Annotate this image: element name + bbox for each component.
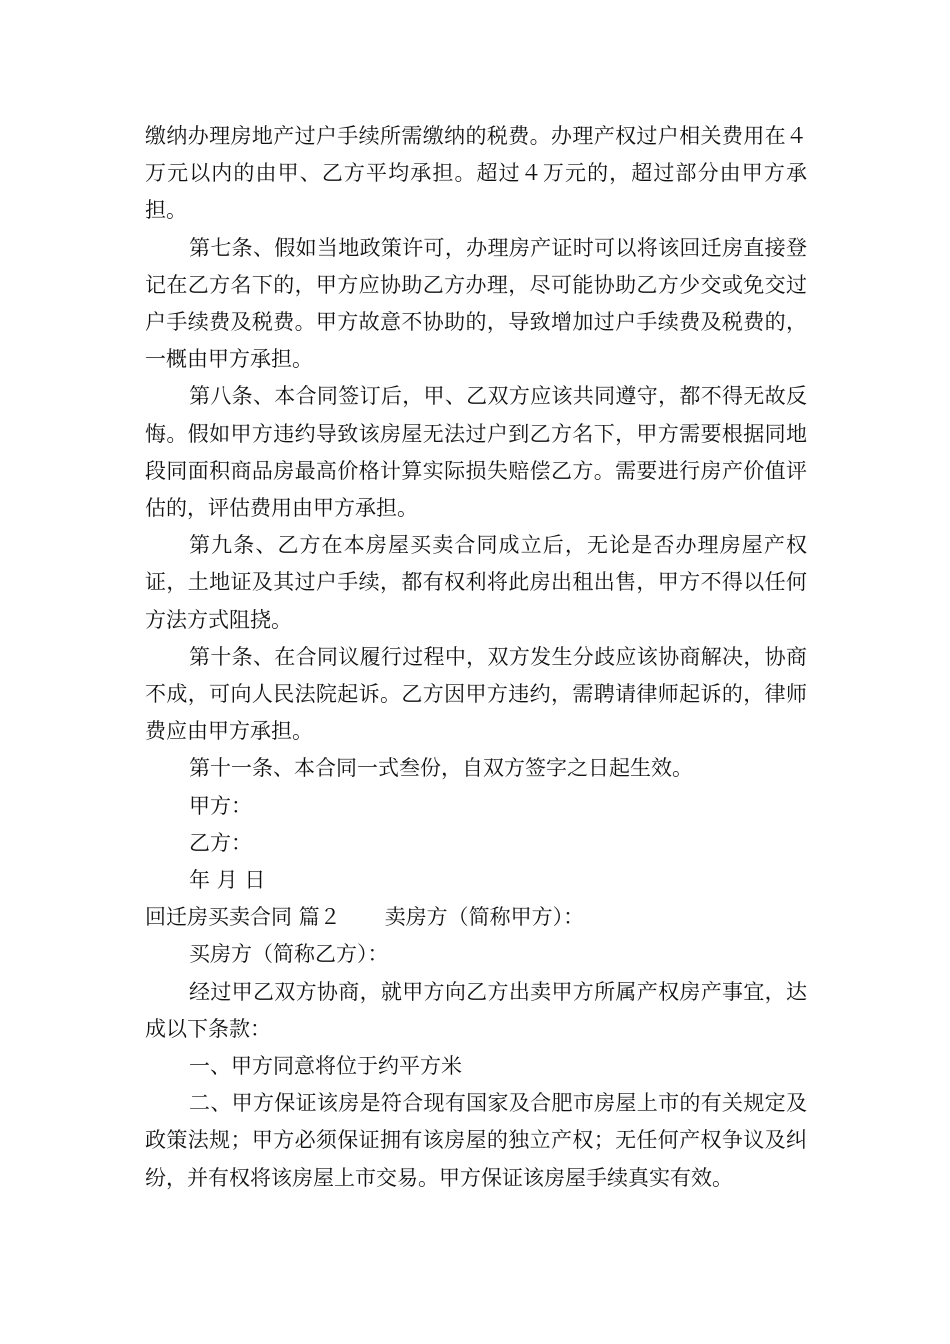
paragraph-article-9: 第九条、乙方在本房屋买卖合同成立后，无论是否办理房屋产权证，土地证及其过户手续，都有权利将此房出租出售，甲方不得以任何方法方式阻挠。	[145, 533, 807, 632]
signature-date: 年 月 日	[189, 868, 266, 893]
paragraph-article-11: 第十一条、本合同一式叁份，自双方签字之日起生效。	[189, 756, 693, 781]
section2-clause-1: 一、甲方同意将位于约平方米	[189, 1054, 462, 1079]
paragraph-article-10: 第十条、在合同议履行过程中，双方发生分歧应该协商解决，协商不成，可向人民法院起诉。乙方因甲方违约，需聘请律师起诉的，律师费应由甲方承担。	[145, 644, 807, 744]
signature-party-b: 乙方：	[189, 830, 252, 855]
section2-intro: 经过甲乙双方协商，就甲方向乙方出卖甲方所属产权房产事宜，达成以下条款：	[145, 979, 807, 1041]
section2-title: 回迁房买卖合同 篇２	[145, 905, 341, 930]
section2-clause-2: 二、甲方保证该房是符合现有国家及合肥市房屋上市的有关规定及政策法规；甲方必须保证拥有该房屋的独立产权；无任何产权争议及纠纷，并有权将该房屋上市交易。甲方保证该房屋手续真实有效。	[145, 1091, 807, 1190]
signature-party-a: 甲方：	[189, 793, 252, 818]
buyer-label: 买房方（简称乙方）：	[189, 942, 389, 967]
seller-label: 卖房方（简称甲方）：	[384, 905, 585, 930]
section2-heading-line	[145, 899, 807, 936]
paragraph-article-8: 第八条、本合同签订后，甲、乙双方应该共同遵守，都不得无故反悔。假如甲方违约导致该房屋无法过户到乙方名下，甲方需要根据同地段同面积商品房最高价格计算实际损失赔偿乙方。需要进行房产价值评估的，评估费用由甲方承担。	[145, 384, 807, 521]
paragraph-article-7: 第七条、假如当地政策许可，办理房产证时可以将该回迁房直接登记在乙方名下的，甲方应协助乙方办理，尽可能协助乙方少交或免交过户手续费及税费。甲方故意不协助的，导致增加过户手续费及税费的，一概由甲方承担。	[145, 235, 807, 372]
paragraph-tax-fees: 缴纳办理房地产过户手续所需缴纳的税费。办理产权过户相关费用在４万元以内的由甲、乙方平均承担。超过４万元的，超过部分由甲方承担。	[145, 124, 807, 223]
document-page	[145, 118, 807, 1197]
